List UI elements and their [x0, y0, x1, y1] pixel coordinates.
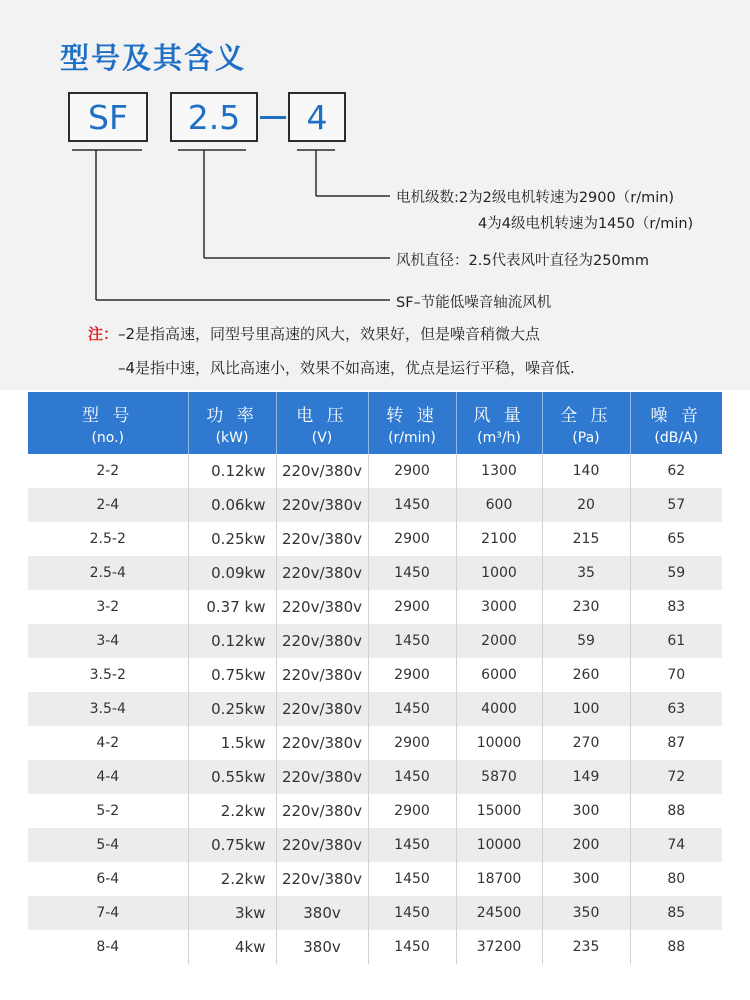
spec-table-container: [28, 392, 722, 964]
cell-voltage: 220v/380v: [276, 828, 368, 862]
cell-pressure: 140: [542, 454, 630, 488]
header-pressure: 全 压 (Pa): [542, 392, 630, 454]
cell-power: 0.25kw: [188, 522, 276, 556]
cell-voltage: 220v/380v: [276, 658, 368, 692]
cell-pressure: 235: [542, 930, 630, 964]
note-line2: –4是指中速，风比高速小，效果不如高速，优点是运行平稳，噪音低.: [118, 359, 575, 377]
cell-noise: 63: [630, 692, 722, 726]
cell-pressure: 35: [542, 556, 630, 590]
cell-airflow: 37200: [456, 930, 542, 964]
cell-pressure: 350: [542, 896, 630, 930]
table-row: [28, 930, 722, 964]
cell-noise: 74: [630, 828, 722, 862]
header-power: 功 率 (kW): [188, 392, 276, 454]
header-noise: 噪 音 (dB/A): [630, 392, 722, 454]
model-box-diameter: 2.5: [170, 92, 258, 142]
cell-airflow: 18700: [456, 862, 542, 896]
cell-model: 5-2: [28, 794, 188, 828]
cell-model: 4-4: [28, 760, 188, 794]
cell-noise: 83: [630, 590, 722, 624]
table-row: [28, 760, 722, 794]
cell-power: 0.75kw: [188, 828, 276, 862]
cell-pressure: 20: [542, 488, 630, 522]
cell-speed: 2900: [368, 590, 456, 624]
cell-speed: 1450: [368, 930, 456, 964]
cell-voltage: 220v/380v: [276, 726, 368, 760]
table-row: [28, 624, 722, 658]
cell-voltage: 220v/380v: [276, 556, 368, 590]
cell-speed: 1450: [368, 896, 456, 930]
cell-voltage: 220v/380v: [276, 862, 368, 896]
spec-table: [28, 392, 722, 964]
cell-noise: 59: [630, 556, 722, 590]
spec-table-body: [28, 454, 722, 964]
cell-power: 0.12kw: [188, 454, 276, 488]
cell-power: 0.55kw: [188, 760, 276, 794]
table-row: [28, 658, 722, 692]
cell-airflow: 2000: [456, 624, 542, 658]
cell-power: 0.06kw: [188, 488, 276, 522]
cell-pressure: 215: [542, 522, 630, 556]
cell-voltage: 220v/380v: [276, 794, 368, 828]
cell-model: 3.5-4: [28, 692, 188, 726]
cell-model: 8-4: [28, 930, 188, 964]
section-title: 型号及其含义: [60, 41, 247, 75]
cell-noise: 80: [630, 862, 722, 896]
cell-pressure: 270: [542, 726, 630, 760]
cell-power: 4kw: [188, 930, 276, 964]
cell-airflow: 2100: [456, 522, 542, 556]
cell-power: 0.25kw: [188, 692, 276, 726]
header-model: 型 号 (no.): [28, 392, 188, 454]
cell-power: 0.09kw: [188, 556, 276, 590]
cell-voltage: 220v/380v: [276, 760, 368, 794]
cell-voltage: 220v/380v: [276, 454, 368, 488]
table-row: [28, 454, 722, 488]
cell-power: 1.5kw: [188, 726, 276, 760]
cell-voltage: 220v/380v: [276, 624, 368, 658]
cell-model: 3-2: [28, 590, 188, 624]
header-airflow: 风 量 (m³/h): [456, 392, 542, 454]
table-row: [28, 896, 722, 930]
cell-airflow: 10000: [456, 828, 542, 862]
cell-model: 5-4: [28, 828, 188, 862]
cell-model: 2.5-2: [28, 522, 188, 556]
cell-speed: 1450: [368, 692, 456, 726]
motor-poles-desc-line2: 4为4级电机转速为1450（r/min): [478, 216, 694, 232]
cell-speed: 1450: [368, 556, 456, 590]
cell-pressure: 260: [542, 658, 630, 692]
table-row: [28, 590, 722, 624]
table-row: [28, 726, 722, 760]
model-box-poles: 4: [288, 92, 346, 142]
sf-desc: SF–节能低噪音轴流风机: [396, 295, 552, 311]
cell-pressure: 230: [542, 590, 630, 624]
cell-model: 4-2: [28, 726, 188, 760]
cell-airflow: 10000: [456, 726, 542, 760]
cell-model: 2-4: [28, 488, 188, 522]
cell-airflow: 6000: [456, 658, 542, 692]
cell-model: 2-2: [28, 454, 188, 488]
table-row: [28, 488, 722, 522]
cell-noise: 57: [630, 488, 722, 522]
cell-pressure: 200: [542, 828, 630, 862]
table-header-row: [28, 392, 722, 454]
diameter-desc: 风机直径：2.5代表风叶直径为250mm: [396, 253, 649, 269]
cell-airflow: 4000: [456, 692, 542, 726]
cell-pressure: 300: [542, 794, 630, 828]
cell-speed: 2900: [368, 794, 456, 828]
cell-airflow: 24500: [456, 896, 542, 930]
cell-speed: 2900: [368, 726, 456, 760]
cell-noise: 61: [630, 624, 722, 658]
cell-model: 6-4: [28, 862, 188, 896]
cell-noise: 72: [630, 760, 722, 794]
cell-model: 2.5-4: [28, 556, 188, 590]
cell-speed: 1450: [368, 624, 456, 658]
cell-voltage: 380v: [276, 930, 368, 964]
note-label: 注：: [88, 325, 119, 343]
cell-airflow: 5870: [456, 760, 542, 794]
cell-speed: 1450: [368, 488, 456, 522]
cell-airflow: 1000: [456, 556, 542, 590]
model-meaning-panel: [0, 0, 750, 390]
cell-noise: 70: [630, 658, 722, 692]
cell-noise: 88: [630, 930, 722, 964]
header-voltage: 电 压 (V): [276, 392, 368, 454]
table-row: [28, 692, 722, 726]
cell-speed: 1450: [368, 862, 456, 896]
model-box-sf: SF: [68, 92, 148, 142]
cell-power: 3kw: [188, 896, 276, 930]
cell-model: 3-4: [28, 624, 188, 658]
cell-voltage: 220v/380v: [276, 522, 368, 556]
cell-airflow: 1300: [456, 454, 542, 488]
cell-model: 7-4: [28, 896, 188, 930]
cell-voltage: 380v: [276, 896, 368, 930]
cell-speed: 2900: [368, 454, 456, 488]
cell-noise: 85: [630, 896, 722, 930]
cell-noise: 62: [630, 454, 722, 488]
cell-noise: 65: [630, 522, 722, 556]
cell-voltage: 220v/380v: [276, 590, 368, 624]
cell-airflow: 600: [456, 488, 542, 522]
cell-speed: 2900: [368, 658, 456, 692]
table-row: [28, 828, 722, 862]
table-row: [28, 556, 722, 590]
cell-power: 0.37 kw: [188, 590, 276, 624]
header-speed: 转 速 (r/min): [368, 392, 456, 454]
cell-speed: 1450: [368, 760, 456, 794]
cell-voltage: 220v/380v: [276, 488, 368, 522]
cell-speed: 2900: [368, 522, 456, 556]
note-line1: [88, 323, 540, 344]
cell-model: 3.5-2: [28, 658, 188, 692]
cell-power: 2.2kw: [188, 794, 276, 828]
table-row: [28, 862, 722, 896]
cell-airflow: 15000: [456, 794, 542, 828]
cell-airflow: 3000: [456, 590, 542, 624]
cell-power: 0.75kw: [188, 658, 276, 692]
note-text-1: –2是指高速，同型号里高速的风大，效果好，但是噪音稍微大点: [118, 325, 541, 343]
cell-voltage: 220v/380v: [276, 692, 368, 726]
cell-noise: 88: [630, 794, 722, 828]
cell-pressure: 149: [542, 760, 630, 794]
cell-pressure: 300: [542, 862, 630, 896]
cell-pressure: 59: [542, 624, 630, 658]
cell-noise: 87: [630, 726, 722, 760]
cell-speed: 1450: [368, 828, 456, 862]
table-row: [28, 794, 722, 828]
cell-power: 0.12kw: [188, 624, 276, 658]
motor-poles-desc-line1: 电机级数:2为2级电机转速为2900（r/min): [396, 190, 675, 206]
table-row: [28, 522, 722, 556]
cell-power: 2.2kw: [188, 862, 276, 896]
cell-pressure: 100: [542, 692, 630, 726]
